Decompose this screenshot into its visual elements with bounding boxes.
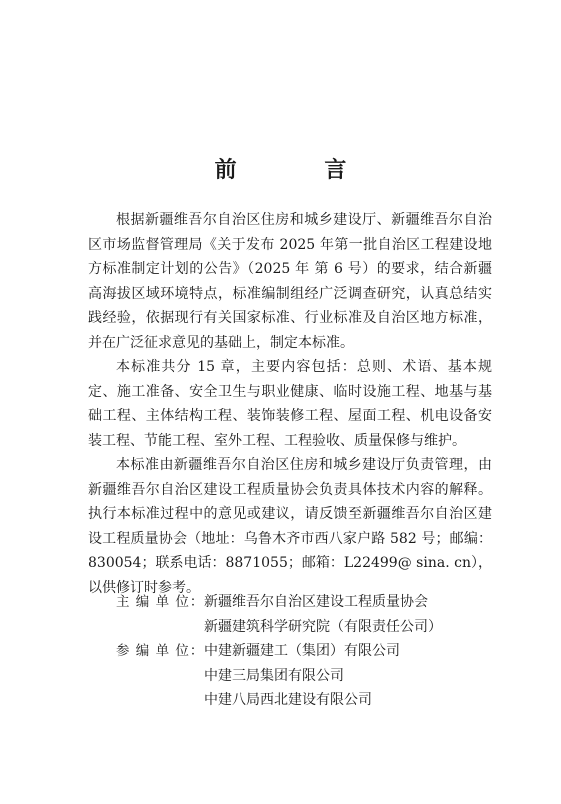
co-editor-row bbox=[88, 639, 508, 713]
co-editor-list bbox=[204, 639, 400, 713]
paragraph-contents: 本标准共分 15 章，主要内容包括：总则、术语、基本规定、施工准备、安全卫生与职业健康、临时设施工程、地基与基础工程、主体结构工程、装饰装修工程、屋面工程、机电设备安装工程、节能工程、室外工程、工程验收、质量保修与维护。 bbox=[88, 359, 492, 449]
credits-block bbox=[88, 590, 508, 713]
co-editor-name: 中建三局集团有限公司 bbox=[204, 667, 344, 684]
paragraph-management: 本标准由新疆维吾尔自治区住房和城乡建设厅负责管理，由新疆维吾尔自治区建设工程质量协会负责具体技术内容的解释。执行本标准过程中的意见或建议，请反馈至新疆维吾尔自治区建设工程质量协会（地址：乌鲁木齐市西八家户路 582 号；邮编：830054；联系电话：8871055；邮箱：L22499@ sina. cn），以供修订时参考。 bbox=[88, 457, 492, 596]
paragraph-background: 根据新疆维吾尔自治区住房和城乡建设厅、新疆维吾尔自治区市场监督管理局《关于发布 2025 年第一批自治区工程建设地方标准制定计划的公告》（2025 年 第 6 号）的要求，结合新疆高海拔区域环境特点，标准编制组经广泛调查研究，认真总结实践经验，依据现行有关国家标准、行业标准及自治区地方标准，并在广泛征求意见的基础上，制定本标准。 bbox=[88, 212, 492, 351]
preface-body bbox=[88, 208, 492, 600]
chief-editor-row bbox=[88, 590, 508, 639]
chief-editor-list bbox=[204, 590, 442, 639]
chief-editor-label: 主 编 单 位： bbox=[116, 594, 205, 610]
co-editor-name: 中建新疆建工（集团）有限公司 bbox=[204, 643, 400, 659]
co-editor-name: 中建八局西北建设有限公司 bbox=[204, 692, 372, 708]
chief-editor-name: 新疆建筑科学研究院（有限责任公司） bbox=[204, 618, 442, 635]
page-title: 前 言 bbox=[214, 158, 387, 183]
co-editor-label: 参 编 单 位： bbox=[116, 643, 205, 659]
chief-editor-name: 新疆维吾尔自治区建设工程质量协会 bbox=[204, 594, 428, 610]
